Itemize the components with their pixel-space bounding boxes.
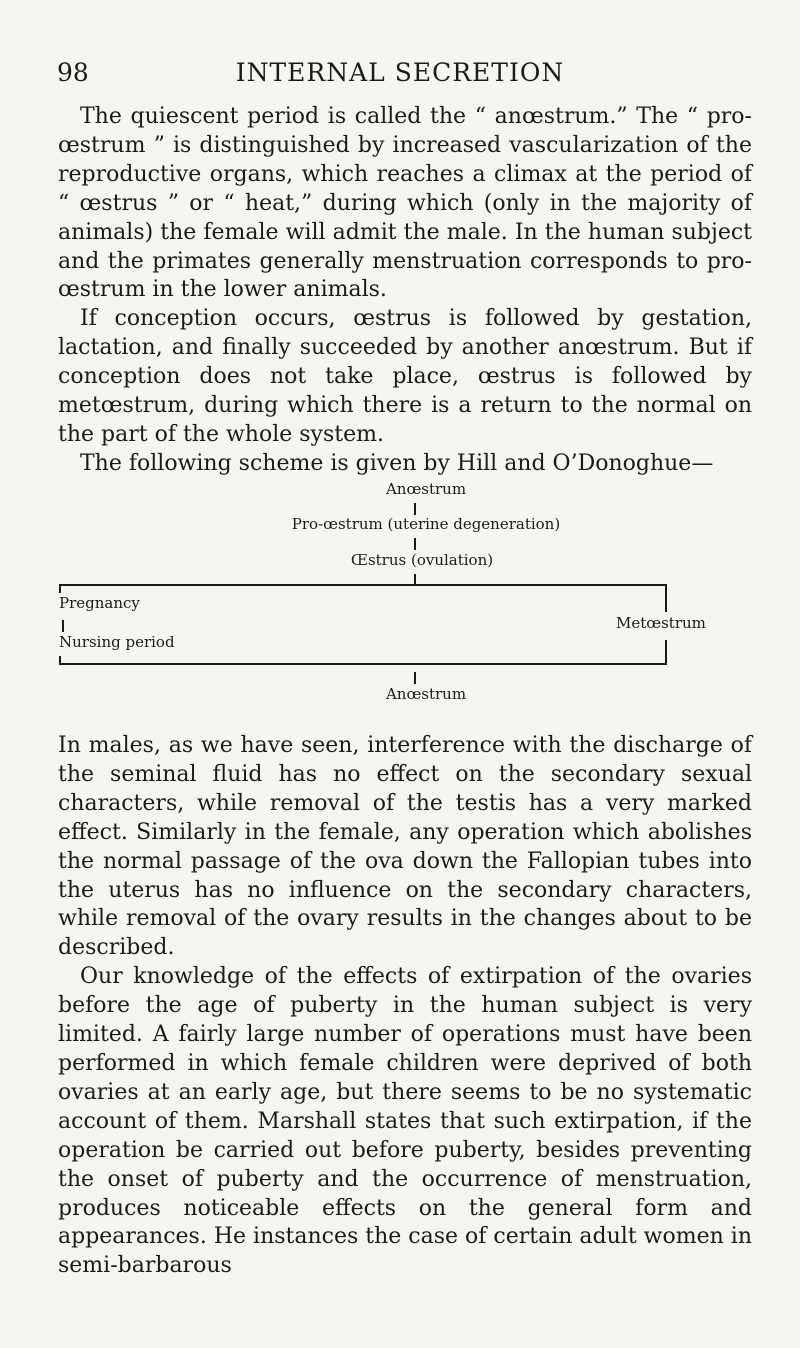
page-header bbox=[0, 58, 800, 98]
connector-line bbox=[62, 620, 64, 632]
page-number: 98 bbox=[57, 58, 89, 87]
paragraph: In males, as we have seen, interference with the discharge of the seminal fluid has no effect on the secondary sexual characters, while removal of the testis has a very marked effect. Similarly in the female, any operation which abolishes the normal passage of the ova down the Fallopian tubes into the uterus has no influence on the secondary characters, while removal of the ovary results in the changes about to be described. bbox=[58, 733, 752, 961]
scheme-metoestrum: Metœstrum bbox=[616, 614, 706, 632]
connector-line bbox=[414, 574, 416, 584]
connector-line bbox=[665, 640, 667, 664]
paragraph: The following scheme is given by Hill and O’Donoghue— bbox=[80, 450, 714, 476]
connector-line bbox=[59, 584, 61, 593]
scheme-pro-oestrum: Pro-œstrum (uterine degeneration) bbox=[291, 515, 561, 533]
oestrous-cycle-scheme bbox=[0, 480, 800, 720]
paragraph: The quiescent period is called the “ anœstrum.” The “ pro-œstrum ” is distinguished by increased vascularization of the reproductive organs, which reaches a climax at the period of “ œstrus ” or “ heat,” during which (only in the majority of animals) the female will admit the male. In the human subject and the primates generally menstruation corresponds to pro-œstrum in the lower animals. bbox=[58, 104, 752, 303]
paragraph: Our knowledge of the effects of extirpation of the ovaries before the age of puberty in the human subject is very limited. A fairly large number of operations must have been performed in which female children were deprived of both ovaries at an early age, but there seems to be no systematic account of them. Marshall states that such extirpation, if the operation be carried out before puberty, besides preventing the onset of puberty and the occurrence of menstruation, produces noticeable effects on the general form and appearances. He instances the case of certain adult women in semi-barbarous bbox=[58, 964, 752, 1279]
connector-line bbox=[414, 672, 416, 684]
connector-line bbox=[414, 503, 416, 515]
connector-line bbox=[665, 584, 667, 612]
running-title: INTERNAL SECRETION bbox=[235, 58, 565, 87]
scheme-pregnancy: Pregnancy bbox=[59, 594, 140, 612]
branch-bottom-line bbox=[59, 663, 667, 665]
connector-line bbox=[414, 538, 416, 550]
text-block-top bbox=[58, 103, 752, 479]
text-block-bottom bbox=[58, 732, 752, 1281]
paragraph: If conception occurs, œstrus is followed by gestation, lactation, and finally succeeded by another anœstrum. But if conception does not take place, œstrus is followed by metœstrum, during which there is a return to the normal on the part of the whole system. bbox=[58, 306, 752, 447]
scheme-anoestrum-top: Anœstrum bbox=[385, 480, 467, 498]
scheme-nursing-period: Nursing period bbox=[59, 633, 175, 651]
scheme-anoestrum-bottom: Anœstrum bbox=[385, 685, 467, 703]
branch-top-line bbox=[59, 584, 667, 586]
scheme-oestrus: Œstrus (ovulation) bbox=[350, 551, 494, 569]
